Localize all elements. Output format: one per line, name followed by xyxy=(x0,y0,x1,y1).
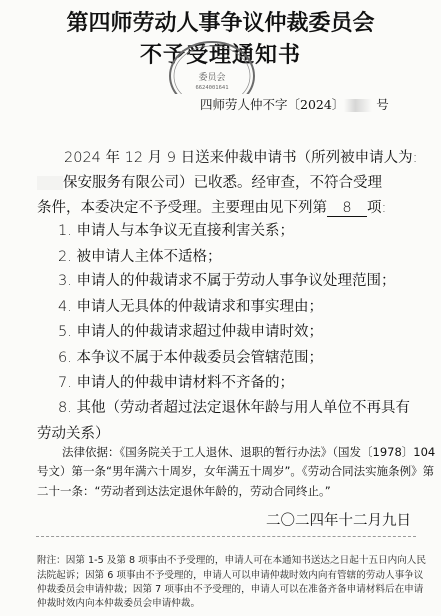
document-number xyxy=(200,95,389,113)
redacted-number xyxy=(344,99,372,112)
reason-item-8-continued: 劳动关系） xyxy=(37,426,110,442)
legal-basis-line3: 二十一条：“劳动者到达法定退休年龄的，劳动合同终止。” xyxy=(37,484,331,498)
note-divider xyxy=(36,536,416,537)
paragraph-line2 xyxy=(37,171,382,192)
note-line2: 法院起诉；因第 6 项事由不予受理的，申请人可以申请仲裁时效内向有管辖的劳动人事争议 xyxy=(37,570,424,581)
document-number-prefix: 四师劳人仲不字〔2024〕 xyxy=(200,97,345,112)
seal-number: 6624001641 xyxy=(195,85,229,91)
paragraph-line3-prefix: 条件，本委决定不予受理。主要理由见下列第 xyxy=(37,200,327,216)
redacted-company-name xyxy=(37,176,63,190)
reason-item-3: 3. 申请人的仲裁请求不属于劳动人事争议处理范围； xyxy=(58,273,396,289)
reason-item-6: 6. 本争议不属于本仲裁委员会管辖范围； xyxy=(58,350,323,366)
legal-basis-line1: 法律依据：《国务院关于工人退休、退职的暂行办法》（国发〔1978〕104 xyxy=(62,445,436,459)
paragraph-line1: 2024 年 12 月 9 日送来仲裁申请书（所列被申请人为: xyxy=(64,150,418,166)
paragraph-line2-text: 保安服务有限公司）已收悉。经审查，不符合受理 xyxy=(63,175,382,191)
selected-item-number: 8 xyxy=(327,200,367,217)
document-number-suffix: 号 xyxy=(376,97,389,112)
note-line3: 仲裁委员会申请仲裁；因第 7 项事由不予受理的，申请人可以在准备齐备申请材料后在申请 xyxy=(37,584,424,595)
reason-item-4: 4. 申请人无具体的仲裁请求和事实理由； xyxy=(58,299,323,315)
seal-text: 委员会 xyxy=(198,73,226,83)
issue-date: 二〇二四年十二月九日 xyxy=(266,513,411,529)
document-title-line2: 不予受理通知书 xyxy=(139,42,301,68)
official-seal xyxy=(166,36,258,94)
document-title-line1: 第四师劳动人事争议仲裁委员会 xyxy=(66,10,375,36)
paragraph-line3 xyxy=(37,196,386,217)
reason-item-8: 8. 其他（劳动者超过法定退休年龄与用人单位不再具有 xyxy=(58,400,410,416)
reason-item-2: 2. 被申请人主体不适格； xyxy=(58,249,222,265)
legal-basis-line2: 号文）第一条“男年满六十周岁，女年满五十周岁”。《劳动合同法实施条例》第 xyxy=(37,464,435,478)
paragraph-line3-suffix: 项: xyxy=(367,200,387,216)
reason-item-7: 7. 申请人的仲裁申请材料不齐备的； xyxy=(58,375,294,391)
reason-item-1: 1. 申请人与本争议无直接利害关系； xyxy=(58,223,294,239)
note-line1: 附注：因第 1-5 及第 8 项事由不予受理的，申请人可在本通知书送达之日起十五日内向人民 xyxy=(37,555,426,566)
note-line4: 仲裁时效内向本仲裁委员会申请仲裁。 xyxy=(37,598,201,609)
reason-item-5: 5. 申请人的仲裁请求超过仲裁申请时效； xyxy=(58,324,323,340)
